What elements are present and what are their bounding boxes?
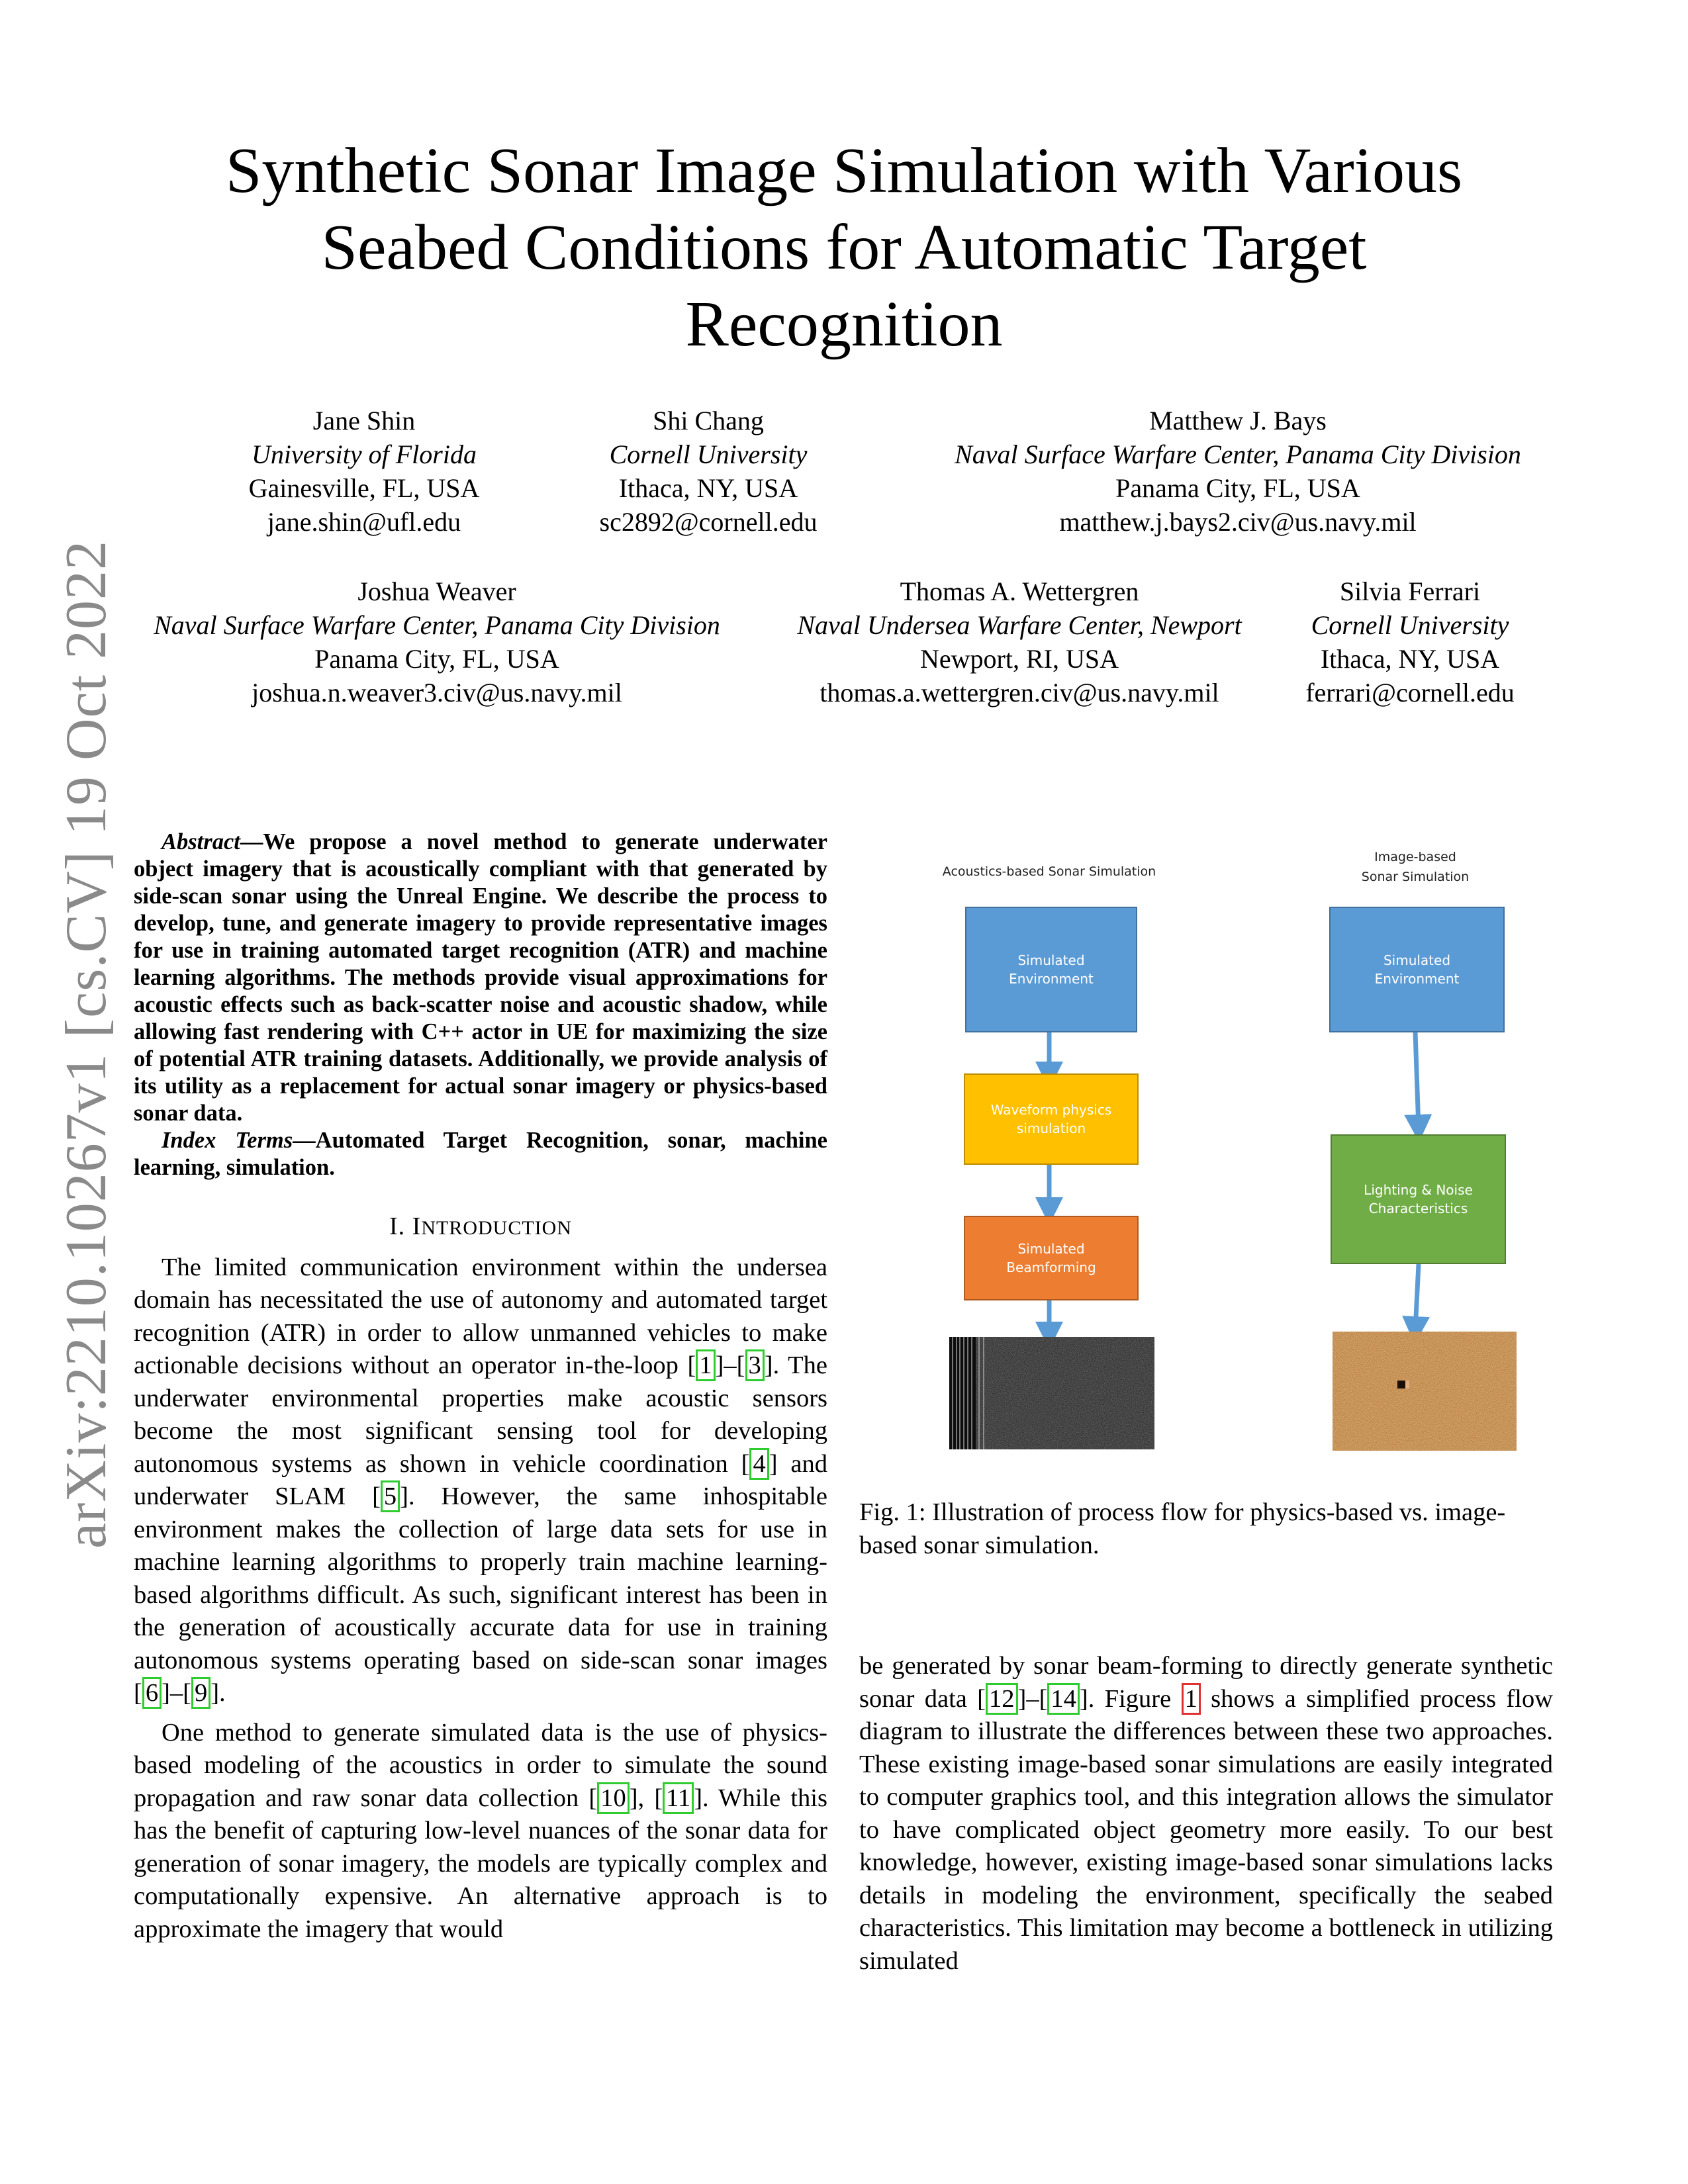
author-location: Ithaca, NY, USA xyxy=(1320,644,1500,674)
sonar-output-image-seabed xyxy=(1333,1332,1517,1451)
author-block-3 xyxy=(927,404,1549,539)
author-name: Silvia Ferrari xyxy=(1339,576,1481,606)
sonar-output-image-physics xyxy=(949,1337,1154,1449)
author-location: Ithaca, NY, USA xyxy=(618,473,798,503)
author-affiliation: University of Florida xyxy=(252,439,477,469)
index-terms xyxy=(134,1127,827,1181)
citation-link[interactable]: 4 xyxy=(749,1448,769,1480)
author-block-4 xyxy=(126,574,748,709)
author-affiliation: Cornell University xyxy=(1311,610,1509,640)
figure-ref-link[interactable]: 1 xyxy=(1182,1683,1201,1715)
left-column xyxy=(134,829,827,1946)
author-affiliation: Naval Surface Warfare Center, Panama City Division xyxy=(955,439,1521,469)
box-waveform-physics: Waveform physics simulation xyxy=(964,1073,1139,1165)
arxiv-stamp: arXiv:2210.10267v1 [cs.CV] 19 Oct 2022 xyxy=(54,539,118,1549)
citation-link[interactable]: 6 xyxy=(142,1677,162,1709)
title-line-1: Synthetic Sonar Image Simulation with Various xyxy=(225,135,1463,206)
author-name: Matthew J. Bays xyxy=(1149,406,1327,435)
intro-paragraph-1: The limited communication environment within the undersea domain has necessitated the use of autonomy and automated target recognition (ATR) in order to allow unmanned vehicles to make actionable decisions without an operator in-the-loop [ 1 ]–[ 3 ]. The underwater environmental properties make acoustic sensors become the most significant sensing tool for developing autonomous systems as shown in vehicle coordination [ 4 ] and underwater SLAM [ 5 ]. However, the same inhospitable environment makes the collection of large data sets for use in machine learning algorithms to properly train machine learning-based algorithms difficult. As such, significant interest has been in the generation of acoustically accurate data for use in training autonomous systems operating based on side-scan sonar images [ 6 ]–[ 9 ]. xyxy=(134,1251,827,1710)
citation-link[interactable]: 3 xyxy=(745,1349,765,1381)
author-name: Jane Shin xyxy=(312,406,416,435)
author-name: Thomas A. Wettergren xyxy=(900,576,1139,606)
author-block-6 xyxy=(1278,574,1542,709)
index-terms-label: Index Terms xyxy=(162,1128,293,1153)
figure-right-title: Image-based Sonar Simulation xyxy=(1361,850,1470,884)
target-object xyxy=(1397,1381,1405,1388)
author-location: Gainesville, FL, USA xyxy=(248,473,480,503)
author-affiliation: Naval Undersea Warfare Center, Newport xyxy=(797,610,1242,640)
author-email[interactable]: thomas.a.wettergren.civ@us.navy.mil xyxy=(820,678,1219,707)
intro-paragraph-2: One method to generate simulated data is the use of physics-based modeling of the acoustics in order to simulate the sound propagation and raw sonar data collection [ 10 ], [ 11 ]. While this has the benefit of capturing low-level nuances of the sonar data for generation of sonar imagery, the models are typically complex and computationally expensive. An alternative approach is to approximate the imagery that would xyxy=(134,1718,827,1943)
author-location: Panama City, FL, USA xyxy=(1115,473,1360,503)
abstract-text: —We propose a novel method to generate underwater object imagery that is acoustically compliant with that generated by side-scan sonar using the Unreal Engine. We describe the process to develop, tune, and generate imagery to provide representative images for use in training automated target recognition (ATR) and machine learning algorithms. The methods provide visual approximations for acoustic effects such as back-scatter noise and acoustic shadow, while allowing fast rendering with C++ actor in UE for maximizing the size of potential ATR training datasets. Additionally, we provide analysis of its utility as a replacement for actual sonar imagery or physics-based sonar data. xyxy=(134,829,827,1126)
abstract-label: Abstract xyxy=(162,829,240,854)
author-block-1 xyxy=(232,404,496,539)
box-simulated-environment-left: Simulated Environment xyxy=(965,907,1137,1032)
box-simulated-beamforming: Simulated Beamforming xyxy=(964,1216,1139,1300)
abstract xyxy=(134,829,827,1127)
author-block-5 xyxy=(768,574,1271,709)
author-affiliation: Naval Surface Warfare Center, Panama City Division xyxy=(154,610,720,640)
author-location: Newport, RI, USA xyxy=(920,644,1119,674)
title-line-2: Seabed Conditions for Automatic Target xyxy=(321,212,1367,283)
box-lighting-noise: Lighting & Noise Characteristics xyxy=(1331,1134,1506,1264)
figure-1 xyxy=(859,841,1553,1463)
author-name: Shi Chang xyxy=(653,406,764,435)
author-block-2 xyxy=(583,404,834,539)
author-affiliation: Cornell University xyxy=(609,439,808,469)
paper-title xyxy=(0,132,1688,363)
flow-arrow xyxy=(1415,1264,1419,1330)
citation-link[interactable]: 1 xyxy=(696,1349,715,1381)
right-paragraph: be generated by sonar beam-forming to directly generate synthetic sonar data [ 12 ]–[ 14 ]. Figure 1 shows a simplified process flow diagram to illustrate the differences between these two approaches. These existing image-based sonar simulations are easily integrated to computer graphics tool, and this integration allows the simulator to have complicated object geometry more easily. To our best knowledge, however, existing image-based sonar simulations lacks details in modeling the environment, specifically the seabed characteristics. This limitation may become a bottleneck in utilizing simulated xyxy=(859,1652,1554,1975)
box-simulated-environment-right: Simulated Environment xyxy=(1329,907,1505,1032)
author-email[interactable]: joshua.n.weaver3.civ@us.navy.mil xyxy=(252,678,622,707)
citation-link[interactable]: 10 xyxy=(597,1782,630,1814)
citation-link[interactable]: 12 xyxy=(986,1683,1018,1715)
figure-left-title: Acoustics-based Sonar Simulation xyxy=(942,864,1156,879)
figure-caption: Fig. 1: Illustration of process flow for physics-based vs. image-based sonar simulation. xyxy=(859,1498,1506,1559)
citation-link[interactable]: 11 xyxy=(663,1782,694,1814)
author-email[interactable]: jane.shin@ufl.edu xyxy=(267,507,461,537)
flow-arrow xyxy=(1415,1032,1419,1128)
citation-link[interactable]: 14 xyxy=(1047,1683,1080,1715)
title-line-3: Recognition xyxy=(685,289,1003,360)
citation-link[interactable]: 9 xyxy=(191,1677,211,1709)
index-terms-text: —Automated Target Recognition, sonar, machine learning, simulation. xyxy=(134,1128,827,1180)
right-column xyxy=(859,1650,1553,1978)
author-email[interactable]: sc2892@cornell.edu xyxy=(599,507,818,537)
section-heading: I. INTRODUCTION xyxy=(389,1212,572,1240)
author-name: Joshua Weaver xyxy=(357,576,516,606)
author-email[interactable]: ferrari@cornell.edu xyxy=(1305,678,1515,707)
author-email[interactable]: matthew.j.bays2.civ@us.navy.mil xyxy=(1059,507,1417,537)
citation-link[interactable]: 5 xyxy=(381,1480,400,1512)
author-location: Panama City, FL, USA xyxy=(314,644,559,674)
